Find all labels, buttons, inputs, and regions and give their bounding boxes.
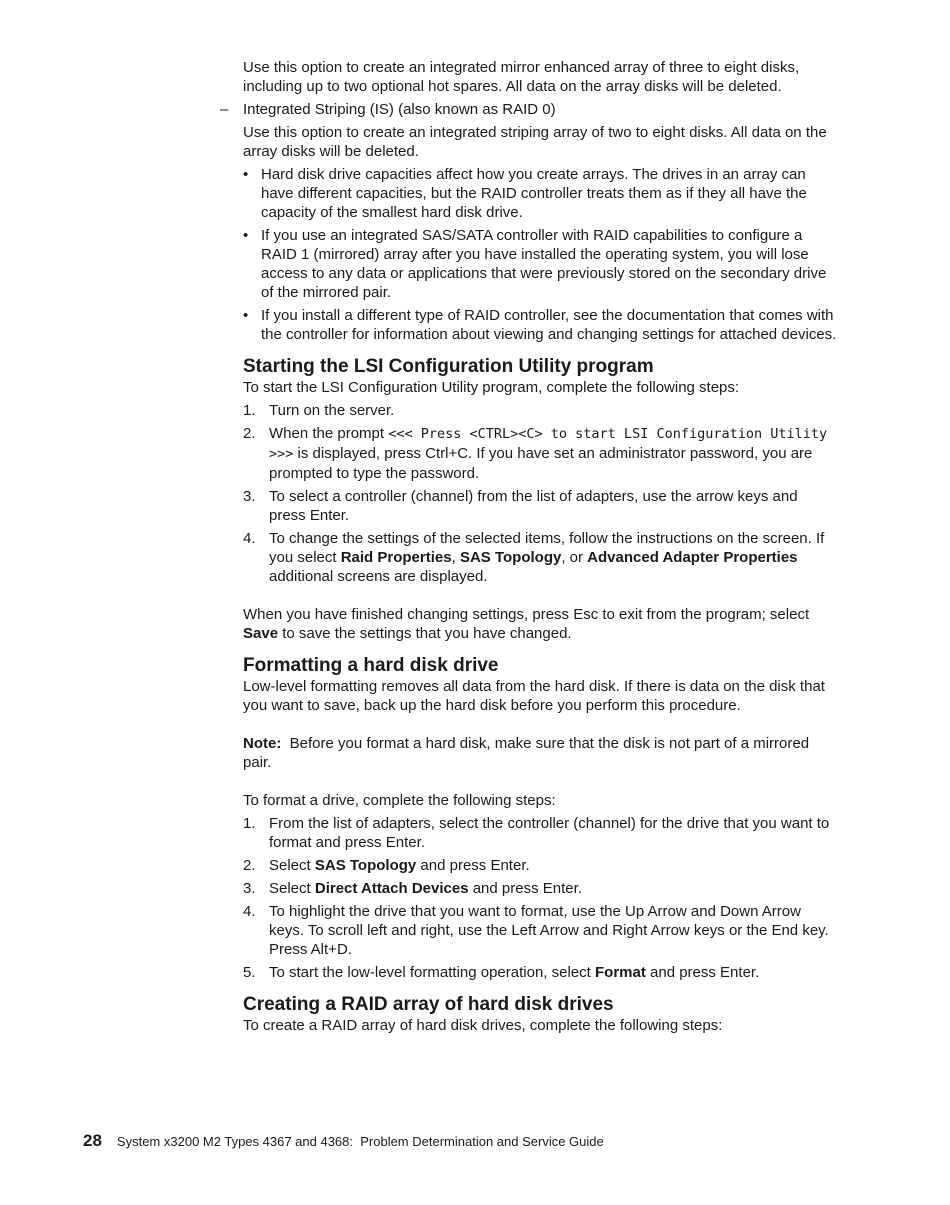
paragraph-text: to save the settings that you have changed. <box>278 625 572 642</box>
step-text: , <box>451 549 460 566</box>
bold-term: Format <box>595 964 646 981</box>
bullet-text: Hard disk drive capacities affect how you create arrays. The drives in an array can have different capacities, but the RAID controller treats them as if they all have the capacity of the smallest hard disk drive. <box>261 166 807 221</box>
footer-title: System x3200 M2 Types 4367 and 4368: Problem Determination and Service Guide <box>116 1134 604 1149</box>
bold-term: SAS Topology <box>314 857 417 874</box>
page-footer <box>83 1130 604 1153</box>
page-content <box>220 58 838 1039</box>
step-number: 4. <box>243 903 256 920</box>
bold-term: Save <box>243 625 279 642</box>
bullet-marker: • <box>243 307 249 324</box>
page-number: 28 <box>83 1131 102 1150</box>
step-text: Select <box>269 880 315 897</box>
is-description: Use this option to create an integrated striping array of two to eight disks. All data on the array disks will be deleted. <box>243 124 827 160</box>
step-text: From the list of adapters, select the controller (channel) for the drive that you want to format and press Enter. <box>269 815 830 851</box>
step-number: 4. <box>243 530 256 547</box>
step-text: and press Enter. <box>468 880 582 897</box>
step-item <box>243 529 838 586</box>
bullet-item <box>243 226 838 302</box>
step-number: 1. <box>243 402 256 419</box>
step-text: To highlight the drive that you want to format, use the Up Arrow and Down Arrow keys. To scroll left and right, use the Left Arrow and Right Arrow keys or the End key. Press Alt+D. <box>269 903 829 958</box>
note-label: Note: <box>243 735 282 752</box>
step-item <box>243 902 838 959</box>
ime-description: Use this option to create an integrated mirror enhanced array of three to eight disks, including up to two optional hot spares. All data on the array disks will be deleted. <box>243 59 800 95</box>
bullet-item <box>243 306 838 344</box>
section-heading-raid: Creating a RAID array of hard disk drives <box>243 994 614 1015</box>
bullet-item <box>243 165 838 222</box>
bullet-marker: • <box>243 227 249 244</box>
step-text: is displayed, press Ctrl+C. If you have set an administrator password, you are prompted to type the password. <box>269 445 813 482</box>
lsi-intro: To start the LSI Configuration Utility program, complete the following steps: <box>243 379 740 396</box>
bullet-text: If you install a different type of RAID controller, see the documentation that comes with the controller for information about viewing and changing settings for attached devices. <box>261 307 837 343</box>
step-text: To change the settings of the selected items, follow the instructions on the screen. If you select <box>269 530 825 566</box>
step-item <box>243 963 838 982</box>
step-number: 2. <box>243 857 256 874</box>
dash-marker: – <box>220 101 229 118</box>
format-intro: Low-level formatting removes all data from the hard disk. If there is data on the disk that you want to save, back up the hard disk before you perform this procedure. <box>243 678 825 714</box>
step-text: Turn on the server. <box>269 402 395 419</box>
step-number: 3. <box>243 488 256 505</box>
step-number: 5. <box>243 964 256 981</box>
lsi-finish-paragraph <box>243 605 838 643</box>
step-number: 1. <box>243 815 256 832</box>
raid-option-is-title: Integrated Striping (IS) (also known as RAID 0) <box>243 101 556 118</box>
step-item <box>243 424 838 483</box>
bold-term: Direct Attach Devices <box>314 880 469 897</box>
step-item <box>243 879 838 898</box>
prompt-code: <<< Press <CTRL><C> to start LSI Configuration Utility >>> <box>269 426 828 462</box>
section-heading-format: Formatting a hard disk drive <box>243 655 499 676</box>
step-text: When the prompt <box>269 425 389 442</box>
step-text: and press Enter. <box>645 964 760 981</box>
step-text: and press Enter. <box>416 857 530 874</box>
section-heading-lsi: Starting the LSI Configuration Utility program <box>243 356 654 377</box>
step-text: , or <box>561 549 588 566</box>
format-note <box>243 734 838 772</box>
step-item <box>243 487 838 525</box>
lsi-steps-list <box>243 401 838 586</box>
notes-bullet-list <box>243 165 838 344</box>
step-text: To start the low-level formatting operation, select <box>269 964 595 981</box>
paragraph-text: When you have finished changing settings, press Esc to exit from the program; select <box>243 606 810 623</box>
raid-option-is <box>220 100 838 119</box>
bullet-text: If you use an integrated SAS/SATA controller with RAID capabilities to configure a RAID 1 (mirrored) array after you have installed the operating system, you will lose access to any data or applications that were previously stored on the secondary drive of the mirrored pair. <box>261 227 827 301</box>
format-steps-intro: To format a drive, complete the following steps: <box>243 792 556 809</box>
format-steps-list <box>243 814 838 982</box>
bold-term: Raid Properties <box>340 549 452 566</box>
bullet-marker: • <box>243 166 249 183</box>
bold-term: SAS Topology <box>459 549 562 566</box>
step-item <box>243 401 838 420</box>
step-text: Select <box>269 857 315 874</box>
raid-intro: To create a RAID array of hard disk drives, complete the following steps: <box>243 1017 723 1034</box>
bold-term: Advanced Adapter Properties <box>587 549 798 566</box>
step-number: 2. <box>243 425 256 442</box>
step-item <box>243 814 838 852</box>
step-number: 3. <box>243 880 256 897</box>
step-text: To select a controller (channel) from the list of adapters, use the arrow keys and press Enter. <box>269 488 798 524</box>
step-item <box>243 856 838 875</box>
note-text: Before you format a hard disk, make sure that the disk is not part of a mirrored pair. <box>243 735 814 771</box>
step-text: additional screens are displayed. <box>269 568 488 585</box>
